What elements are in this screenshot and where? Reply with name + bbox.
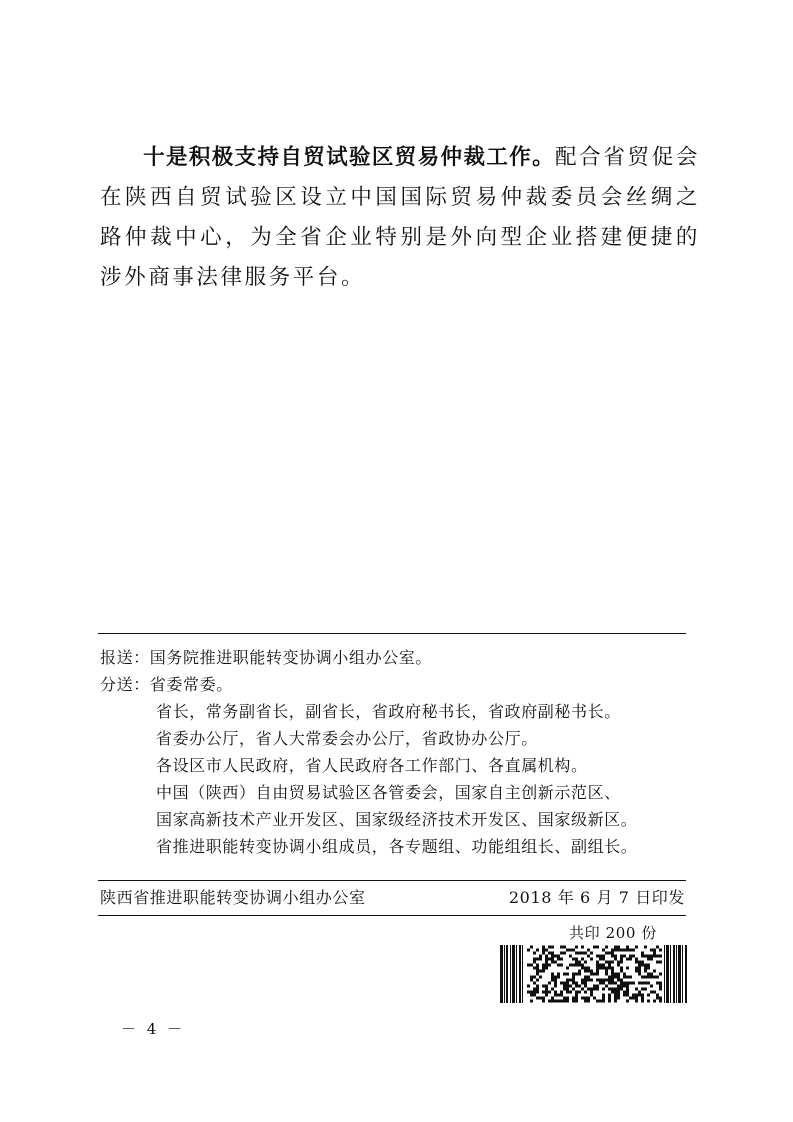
issue-date: 2018 年 6 月 7 日印发 (508, 888, 685, 907)
barcode-image (500, 945, 689, 1003)
send-to-line: 中国（陕西）自由贸易试验区各管委会，国家自主创新示范区、 (156, 783, 621, 802)
paragraph-body: 配合省贸促会在陕西自贸试验区设立中国国际贸易仲裁委员会丝绸之路仲裁中心，为全省企业特别是外向型企业搭建便捷的涉外商事法律服务平台。 (100, 145, 700, 290)
divider-middle (98, 880, 686, 881)
send-to-line: 省推进职能转变协调小组成员，各专题组、功能组组长、副组长。 (156, 837, 638, 856)
divider-bottom (98, 915, 686, 916)
send-to-line: 国家高新技术产业开发区、国家级经济技术开发区、国家级新区。 (156, 810, 638, 829)
divider-top (98, 633, 686, 634)
send-to-line: 分送：省委常委。 (100, 675, 233, 694)
issuer: 陕西省推进职能转变协调小组办公室 (100, 888, 366, 907)
send-to-line: 省委办公厅，省人大常委会办公厅，省政协办公厅。 (156, 729, 538, 748)
send-to-line: 各设区市人民政府，省人民政府各工作部门、各直属机构。 (156, 756, 588, 775)
body-paragraph (100, 138, 700, 298)
send-to-line: 省长，常务副省长，副省长，省政府秘书长，省政府副秘书长。 (156, 702, 621, 721)
paragraph-heading: 十是积极支持自贸试验区贸易仲裁工作。 (143, 145, 555, 170)
distribution-list (100, 644, 700, 860)
report-to-line: 报送：国务院推进职能转变协调小组办公室。 (100, 648, 433, 667)
copies-count: 共印 200 份 (569, 924, 657, 942)
page-number: － 4 － (121, 1020, 186, 1038)
